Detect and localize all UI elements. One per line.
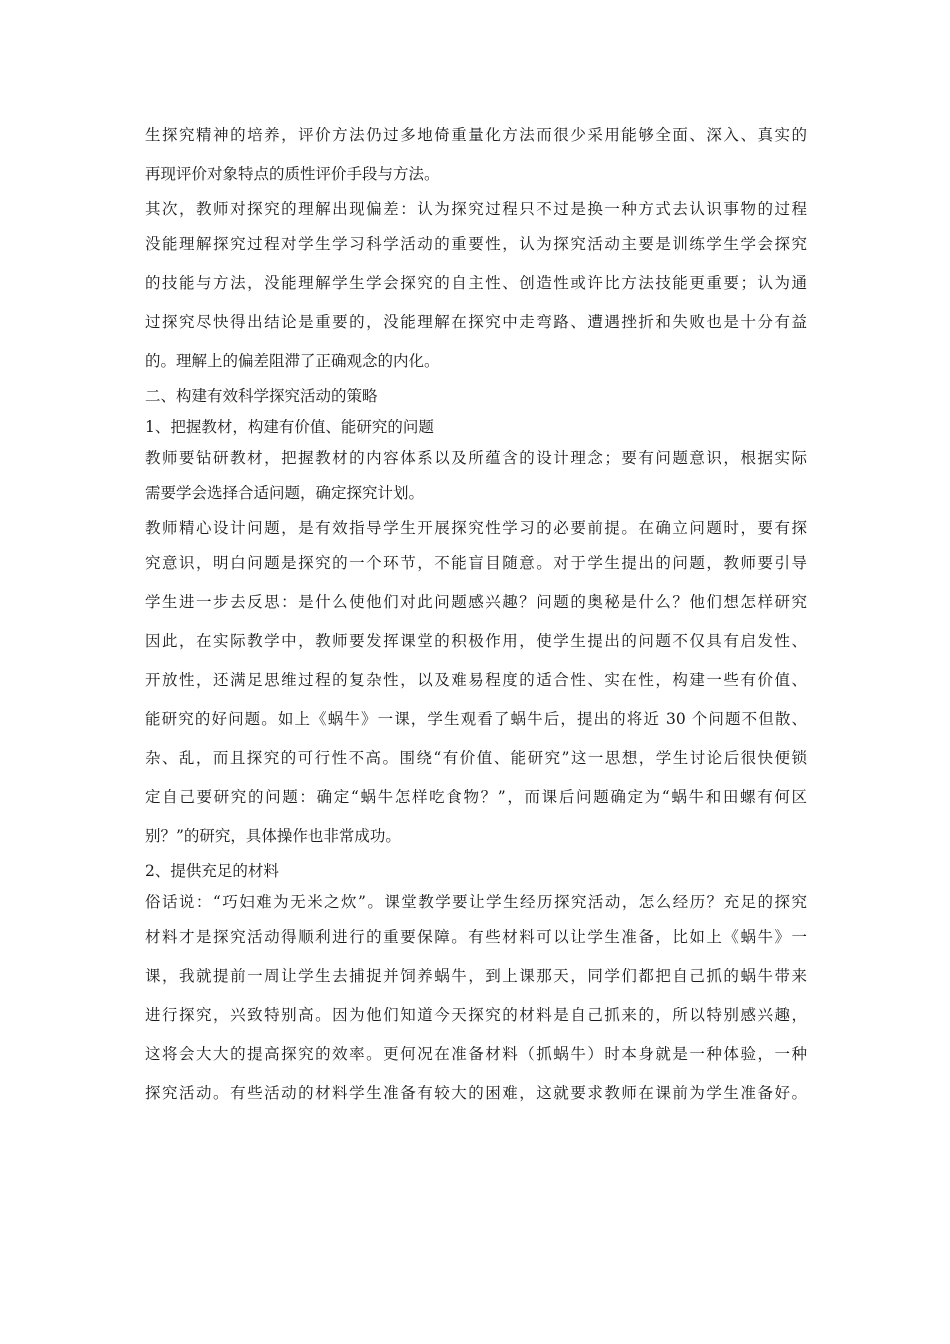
text-line: 1、把握教材，构建有价值、能研究的问题 xyxy=(145,418,434,436)
text-line: 生探究精神的培养，评价方法仍过多地倚重量化方法而很少采用能够全面、深入、真实的 xyxy=(145,126,807,144)
text-line: 其次，教师对探究的理解出现偏差：认为探究过程只不过是换一种方式去认识事物的过程 xyxy=(145,200,807,218)
text-line: 的技能与方法，没能理解学生学会探究的自主性、创造性或许比方法技能更重要；认为通 xyxy=(145,274,807,292)
text-line: 探究活动。有些活动的材料学生准备有较大的困难，这就要求教师在课前为学生准备好。 xyxy=(145,1084,807,1102)
text-line: 没能理解探究过程对学生学习科学活动的重要性，认为探究活动主要是训练学生学会探究 xyxy=(145,235,807,253)
text-line: 这将会大大的提高探究的效率。更何况在准备材料（抓蜗牛）时本身就是一种体验，一种 xyxy=(145,1045,807,1063)
text-line: 开放性，还满足思维过程的复杂性，以及难易程度的适合性、实在性，构建一些有价值、 xyxy=(145,671,807,689)
text-line: 教师精心设计问题，是有效指导学生开展探究性学习的必要前提。在确立问题时，要有探 xyxy=(145,519,807,537)
text-line: 教师要钻研教材，把握教材的内容体系以及所蕴含的设计理念；要有问题意识，根据实际 xyxy=(145,449,807,467)
text-line: 课，我就提前一周让学生去捕捉并饲养蜗牛，到上课那天，同学们都把自己抓的蜗牛带来 xyxy=(145,967,807,985)
text-line: 2、提供充足的材料 xyxy=(145,862,279,880)
text-line: 再现评价对象特点的质性评价手段与方法。 xyxy=(145,165,440,183)
document-body xyxy=(145,116,807,1113)
text-line: 究意识，明白问题是探究的一个环节，不能盲目随意。对于学生提出的问题，教师要引导 xyxy=(145,554,807,572)
text-line: 别？”的研究，具体操作也非常成功。 xyxy=(145,827,401,845)
text-line: 学生进一步去反思：是什么使他们对此问题感兴趣？问题的奥秘是什么？他们想怎样研究 xyxy=(145,593,807,611)
text-line: 能研究的好问题。如上《蜗牛》一课，学生观看了蜗牛后，提出的将近 30 个问题不但散、 xyxy=(145,710,807,728)
text-line: 杂、乱，而且探究的可行性不高。围绕“有价值、能研究”这一思想，学生讨论后很快便锁 xyxy=(145,749,807,767)
text-line: 因此，在实际教学中，教师要发挥课堂的积极作用，使学生提出的问题不仅具有启发性、 xyxy=(145,632,807,650)
text-line: 过探究尽快得出结论是重要的，没能理解在探究中走弯路、遭遇挫折和失败也是十分有益 xyxy=(145,313,807,331)
text-line: 需要学会选择合适问题，确定探究计划。 xyxy=(145,484,425,502)
text-line: 进行探究，兴致特别高。因为他们知道今天探究的材料是自己抓来的，所以特别感兴趣， xyxy=(145,1006,807,1024)
text-line: 俗话说：“巧妇难为无米之炊”。课堂教学要让学生经历探究活动，怎么经历？充足的探究 xyxy=(145,893,807,911)
text-line: 材料才是探究活动得顺利进行的重要保障。有些材料可以让学生准备，比如上《蜗牛》一 xyxy=(145,928,807,946)
text-line: 的。理解上的偏差阻滞了正确观念的内化。 xyxy=(145,352,440,370)
text-line: 二、构建有效科学探究活动的策略 xyxy=(145,387,378,405)
text-line: 定自己要研究的问题：确定“蜗牛怎样吃食物？”，而课后问题确定为“蜗牛和田螺有何区 xyxy=(145,788,807,806)
